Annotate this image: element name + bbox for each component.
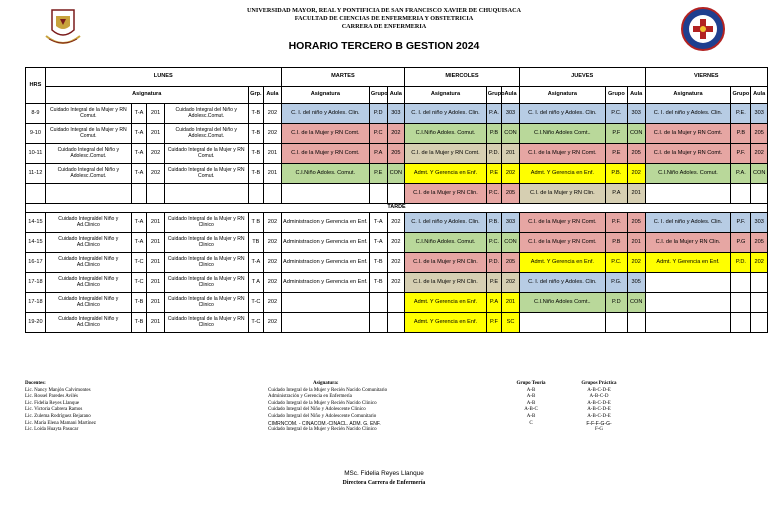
jueves-grupo: P.C. xyxy=(605,253,627,273)
miercoles-asignatura: C.I. de la Mujer y RN Clin. xyxy=(405,253,487,273)
hrs-header: HRS xyxy=(26,68,46,104)
miercoles-aula: 205 xyxy=(502,184,520,204)
lunes-grp-b: T-B xyxy=(248,104,263,124)
miercoles-grupo: P.A. xyxy=(486,104,501,124)
lunes-aula-b: 202 xyxy=(264,313,282,333)
martes-asignatura: C.I.Niño Adoles. Comut. xyxy=(281,164,369,184)
col-header-grp: Grp. xyxy=(248,87,263,104)
col-header-asignatura: Asignatura xyxy=(45,87,248,104)
lunes-aula-b: 201 xyxy=(264,164,282,184)
lunes-aula-b: 202 xyxy=(264,273,282,293)
lunes-grp-a: T-B xyxy=(131,313,146,333)
docente-item: Lic. Loida Huayta Pasucar xyxy=(25,427,79,433)
hrs-cell: 16-17 xyxy=(26,253,46,273)
viernes-aula: 202 xyxy=(751,253,768,273)
miercoles-grupo: P.D. xyxy=(486,253,501,273)
viernes-asignatura xyxy=(645,293,731,313)
grupo-practica-item: A-B-C-D-E xyxy=(587,387,611,393)
docentes-block xyxy=(25,381,245,434)
lunes-aula-b: 202 xyxy=(264,104,282,124)
col-header-grupo: Grupo xyxy=(605,87,627,104)
jueves-grupo: P.F xyxy=(605,124,627,144)
hrs-cell: 8-9 xyxy=(26,104,46,124)
lunes-asignatura-a: Cuidado Integraldel Niño y Ad.Clinico xyxy=(45,313,131,333)
career-name: CARRERA DE ENFERMERIA xyxy=(341,23,427,30)
miercoles-asignatura: C.I.Niño Adoles. Comut. xyxy=(405,124,487,144)
col-header-aula: Aula xyxy=(502,87,520,104)
viernes-aula xyxy=(751,293,768,313)
lunes-asignatura-a: Cuidado Integral de la Mujer y RN Comut. xyxy=(45,104,131,124)
asignatura-item: CIMRNCOM. - CINACOM.-CINACL. ADM. G. ENF. xyxy=(268,420,381,427)
martes-aula xyxy=(387,313,405,333)
lunes-asignatura-a xyxy=(45,184,131,204)
grupos-practica-label: Grupos Práctica xyxy=(581,381,617,386)
day-header-miercoles: MIERCOLES xyxy=(405,68,520,87)
col-header-asignatura: Asignatura xyxy=(645,87,731,104)
col-header-grupo: Grupo xyxy=(731,87,751,104)
miercoles-grupo: P.D. xyxy=(486,144,501,164)
schedule-row xyxy=(26,164,768,184)
asignatura-item: Cuidado Integral de la Mujer y Recién Nacido Clinico xyxy=(268,400,377,406)
jueves-asignatura: C.I.Niño Adoles Comt.. xyxy=(519,124,605,144)
hrs-cell xyxy=(26,184,46,204)
lunes-grp-b: T B xyxy=(248,213,263,233)
lunes-asignatura-a: Cuidado Integral del Niño y Adolesc.Comut. xyxy=(45,164,131,184)
miercoles-grupo: P.C. xyxy=(486,184,501,204)
miercoles-asignatura: C. I. del niño y Adoles. Clin. xyxy=(405,213,487,233)
viernes-asignatura: C. I. del niño y Adoles. Clin. xyxy=(645,104,731,124)
lunes-asignatura-a: Cuidado Integral del Niño y Adolesc.Comut. xyxy=(45,144,131,164)
miercoles-aula: CON xyxy=(502,233,520,253)
lunes-asignatura-b: Cuidado Integral de la Mujer y RN Clinico xyxy=(164,313,248,333)
tarde-label: TARDE xyxy=(26,204,768,213)
grupo-practica-item: A-B-C-D-E xyxy=(587,407,611,413)
lunes-aula-a: 201 xyxy=(147,313,165,333)
lunes-grp-b: T A xyxy=(248,273,263,293)
schedule-row xyxy=(26,253,768,273)
jueves-aula: 202 xyxy=(627,253,645,273)
miercoles-aula: 201 xyxy=(502,293,520,313)
viernes-asignatura xyxy=(645,273,731,293)
lunes-aula-a: 201 xyxy=(147,104,165,124)
miercoles-aula: CON xyxy=(502,124,520,144)
martes-aula: 202 xyxy=(387,273,405,293)
asignatura-item: Cuidado Integral de la Mujer y Recién Nacido Clinico xyxy=(268,427,377,433)
martes-asignatura xyxy=(281,293,369,313)
jueves-aula: 305 xyxy=(627,273,645,293)
lunes-aula-a: 201 xyxy=(147,233,165,253)
lunes-asignatura-b: Cuidado Integral de la Mujer y RN Clinico xyxy=(164,293,248,313)
lunes-aula-a: 201 xyxy=(147,253,165,273)
martes-grupo: P.C xyxy=(369,124,387,144)
miercoles-asignatura: C. I. del niño y Adoles. Clin. xyxy=(405,104,487,124)
lunes-grp-b: TB xyxy=(248,233,263,253)
jueves-asignatura: C. I. del niño y Adoles. Clin. xyxy=(519,273,605,293)
jueves-aula xyxy=(627,313,645,333)
jueves-aula: 201 xyxy=(627,184,645,204)
docente-item: Lic. María Elena Mamani Martínez xyxy=(25,420,96,426)
grupo-practica-item: A-B-C-D-E xyxy=(587,413,611,419)
viernes-aula: 205 xyxy=(751,124,768,144)
grupo-teoria-item: A-B xyxy=(526,413,536,419)
grupo-teoria-item: C xyxy=(529,420,533,426)
viernes-grupo: P.E. xyxy=(731,104,751,124)
lunes-grp-b: T-C xyxy=(248,313,263,333)
asignatura-item: Cuidado Integral del Niño y Adolescente Clinico xyxy=(268,407,366,413)
martes-grupo: T-B xyxy=(369,273,387,293)
martes-asignatura: C. I. del niño y Adoles. Clin. xyxy=(281,104,369,124)
lunes-asignatura-b: Cuidado Integral de la Mujer y RN Clinico xyxy=(164,253,248,273)
miercoles-asignatura: Admt. Y Gerencia en Enf. xyxy=(405,164,487,184)
schedule-row xyxy=(26,104,768,124)
lunes-aula-b xyxy=(264,184,282,204)
miercoles-grupo: P.A xyxy=(486,293,501,313)
lunes-aula-a: 201 xyxy=(147,293,165,313)
martes-asignatura xyxy=(281,184,369,204)
jueves-asignatura: Admt. Y Gerencia en Enf. xyxy=(519,253,605,273)
miercoles-grupo: P.E xyxy=(486,164,501,184)
lunes-asignatura-a: Cuidado Integral de la Mujer y RN Comut. xyxy=(45,124,131,144)
jueves-asignatura: C.I. de la Mujer y RN Clin. xyxy=(519,184,605,204)
miercoles-asignatura: C.I. de la Mujer y RN Clin. xyxy=(405,273,487,293)
col-header-aula: Aula xyxy=(751,87,768,104)
col-header-aula: Aula xyxy=(627,87,645,104)
day-header-lunes: LUNES xyxy=(45,68,281,87)
schedule-row xyxy=(26,233,768,253)
lunes-aula-b: 202 xyxy=(264,233,282,253)
signature-role: Directora Carrera de Enfermería xyxy=(342,480,426,486)
lunes-grp-a: T-A xyxy=(131,164,146,184)
lunes-asignatura-a: Cuidado Integraldel Niño y Ad.Clinico xyxy=(45,273,131,293)
jueves-grupo: P.B. xyxy=(605,164,627,184)
martes-grupo: T-A xyxy=(369,233,387,253)
jueves-grupo: P.F. xyxy=(605,213,627,233)
lunes-asignatura-b: Cuidado Integral del Niño y Adolesc.Comut. xyxy=(164,104,248,124)
lunes-asignatura-b: Cuidado Integral de la Mujer y RN Clinico xyxy=(164,213,248,233)
miercoles-grupo: P.E xyxy=(486,273,501,293)
schedule-title: HORARIO TERCERO B GESTION 2024 xyxy=(288,40,480,52)
miercoles-asignatura: C.I. de la Mujer y RN Clin. xyxy=(405,184,487,204)
signature-name: MSc. Fidelia Reyes Llanque xyxy=(344,470,424,477)
martes-grupo xyxy=(369,184,387,204)
viernes-grupo: P.D. xyxy=(731,253,751,273)
lunes-asignatura-a: Cuidado Integraldel Niño y Ad.Clinico xyxy=(45,253,131,273)
viernes-asignatura: C.I.Niño Adoles. Comut. xyxy=(645,164,731,184)
hrs-cell: 14-15 xyxy=(26,233,46,253)
lunes-aula-a: 201 xyxy=(147,213,165,233)
lunes-grp-b: T-B xyxy=(248,124,263,144)
lunes-aula-a xyxy=(147,184,165,204)
grupos-practica-block xyxy=(568,381,630,434)
viernes-aula xyxy=(751,184,768,204)
viernes-grupo xyxy=(731,184,751,204)
lunes-asignatura-b: Cuidado Integral de la Mujer y RN Comut. xyxy=(164,144,248,164)
hrs-cell: 19-20 xyxy=(26,313,46,333)
martes-aula: 202 xyxy=(387,253,405,273)
col-header-asignatura: Asignatura xyxy=(281,87,369,104)
schedule-row xyxy=(26,144,768,164)
lunes-asignatura-b: Cuidado Integral de la Mujer y RN Clinico xyxy=(164,233,248,253)
martes-grupo xyxy=(369,293,387,313)
martes-asignatura: Administracion y Gerencia en Enf. xyxy=(281,213,369,233)
lunes-grp-a xyxy=(131,184,146,204)
asignatura-footer-label: Asignatura: xyxy=(313,381,339,386)
miercoles-grupo: P.F xyxy=(486,313,501,333)
martes-aula: 202 xyxy=(387,213,405,233)
hrs-cell: 17-18 xyxy=(26,293,46,313)
miercoles-aula: 303 xyxy=(502,213,520,233)
viernes-aula: 303 xyxy=(751,104,768,124)
martes-grupo: P.D xyxy=(369,104,387,124)
lunes-grp-a: T-A xyxy=(131,233,146,253)
miercoles-aula: 205 xyxy=(502,253,520,273)
viernes-asignatura: C. I. del niño y Adoles. Clin. xyxy=(645,213,731,233)
col-header-grupo: Grupo xyxy=(486,87,501,104)
jueves-asignatura xyxy=(519,313,605,333)
viernes-grupo: P.F. xyxy=(731,213,751,233)
col-header-aula: Aula xyxy=(387,87,405,104)
schedule-row xyxy=(26,293,768,313)
schedule-row xyxy=(26,273,768,293)
martes-asignatura xyxy=(281,313,369,333)
viernes-grupo: P.A. xyxy=(731,164,751,184)
martes-aula: 303 xyxy=(387,104,405,124)
jueves-asignatura: C.I. de la Mujer y RN Comt. xyxy=(519,144,605,164)
schedule-table xyxy=(25,67,768,333)
grupo-teoria-item: A-B-C xyxy=(524,407,538,413)
day-header-jueves: JUEVES xyxy=(519,68,645,87)
miercoles-grupo: P.B xyxy=(486,124,501,144)
lunes-asignatura-a: Cuidado Integraldel Niño y Ad.Clinico xyxy=(45,233,131,253)
faculty-name: FACULTAD DE CIENCIAS DE ENFERMERIA Y OBSTETRICIA xyxy=(294,15,474,22)
grupo-teoria-item: A-B xyxy=(526,387,536,393)
jueves-grupo: P.D xyxy=(605,293,627,313)
martes-grupo: T-A xyxy=(369,213,387,233)
viernes-aula: 303 xyxy=(751,213,768,233)
martes-asignatura: C.I. de la Mujer y RN Comt. xyxy=(281,124,369,144)
lunes-grp-a: T-A xyxy=(131,104,146,124)
viernes-grupo: P.G xyxy=(731,233,751,253)
docente-item: Lic. Nancy Manjón Calvimontes xyxy=(25,387,91,393)
docente-item: Lic. Fidelia Reyes Llanque xyxy=(25,400,80,406)
day-header-viernes: VIERNES xyxy=(645,68,768,87)
viernes-grupo xyxy=(731,293,751,313)
miercoles-aula: 303 xyxy=(502,104,520,124)
lunes-asignatura-b xyxy=(164,184,248,204)
lunes-grp-a: T-A xyxy=(131,124,146,144)
viernes-asignatura xyxy=(645,313,731,333)
jueves-grupo: P.G. xyxy=(605,273,627,293)
miercoles-aula: 201 xyxy=(502,144,520,164)
lunes-aula-b: 202 xyxy=(264,253,282,273)
lunes-aula-b: 201 xyxy=(264,144,282,164)
martes-aula: 205 xyxy=(387,144,405,164)
grupo-teoria-block xyxy=(500,381,562,427)
jueves-asignatura: C.I. de la Mujer y RN Comt. xyxy=(519,213,605,233)
jueves-aula: 205 xyxy=(627,144,645,164)
martes-aula: 202 xyxy=(387,233,405,253)
lunes-asignatura-b: Cuidado Integral de la Mujer y RN Clinico xyxy=(164,273,248,293)
jueves-aula: 205 xyxy=(627,213,645,233)
col-header-grupo: Grupo xyxy=(369,87,387,104)
lunes-aula-a: 201 xyxy=(147,273,165,293)
miercoles-asignatura: C.I.Niño Adoles. Comut. xyxy=(405,233,487,253)
asignatura-item: Administración y Gerencia en Enfermería xyxy=(268,394,352,400)
schedule-row xyxy=(26,213,768,233)
lunes-asignatura-b: Cuidado Integral del Niño y Adolesc.Comut. xyxy=(164,124,248,144)
schedule-row xyxy=(26,124,768,144)
martes-grupo: P.E xyxy=(369,164,387,184)
viernes-asignatura: C.I. de la Mujer y RN Comt. xyxy=(645,144,731,164)
grupo-teoria-item: A-B xyxy=(526,394,536,400)
schedule-row xyxy=(26,184,768,204)
hrs-cell: 11-12 xyxy=(26,164,46,184)
miercoles-asignatura: C.I. de la Mujer y RN Comt. xyxy=(405,144,487,164)
viernes-grupo xyxy=(731,313,751,333)
col-header-asignatura: Asignatura xyxy=(519,87,605,104)
martes-aula xyxy=(387,293,405,313)
viernes-aula: 205 xyxy=(751,233,768,253)
martes-asignatura: Administracion y Gerencia en Enf. xyxy=(281,253,369,273)
schedule-row xyxy=(26,313,768,333)
grupo-practica-item: F-G xyxy=(594,427,604,433)
lunes-aula-a: 201 xyxy=(147,124,165,144)
jueves-asignatura: C. I. del niño y Adoles. Clin. xyxy=(519,104,605,124)
miercoles-aula: 202 xyxy=(502,273,520,293)
jueves-grupo: P.E xyxy=(605,144,627,164)
day-header-martes: MARTES xyxy=(281,68,404,87)
lunes-grp-a: T-B xyxy=(131,293,146,313)
miercoles-asignatura: Admt. Y Gerencia en Enf. xyxy=(405,313,487,333)
docente-item: Lic. Victoria Cabrera Ramos xyxy=(25,407,83,413)
viernes-aula xyxy=(751,273,768,293)
col-header-aula: Aula xyxy=(264,87,282,104)
lunes-asignatura-a: Cuidado Integraldel Niño y Ad.Clinico xyxy=(45,293,131,313)
viernes-aula: CON xyxy=(751,164,768,184)
col-header-asignatura: Asignatura xyxy=(405,87,487,104)
jueves-aula: CON xyxy=(627,293,645,313)
viernes-aula xyxy=(751,313,768,333)
lunes-grp-a: T-A xyxy=(131,213,146,233)
jueves-aula: 303 xyxy=(627,104,645,124)
lunes-grp-a: T-C xyxy=(131,253,146,273)
hrs-cell: 10-11 xyxy=(26,144,46,164)
lunes-aula-a: 202 xyxy=(147,164,165,184)
viernes-asignatura xyxy=(645,184,731,204)
hrs-cell: 17-18 xyxy=(26,273,46,293)
jueves-aula: 201 xyxy=(627,233,645,253)
miercoles-grupo: P.B. xyxy=(486,213,501,233)
university-name: UNIVERSIDAD MAYOR, REAL Y PONTIFICIA DE SAN FRANCISCO XAVIER DE CHUQUISACA xyxy=(246,7,522,14)
docente-item: Lic. Zulema Rodríguez Bejarano xyxy=(25,413,91,419)
martes-aula xyxy=(387,184,405,204)
jueves-asignatura: C.I.Niño Adoles Comt.. xyxy=(519,293,605,313)
tarde-divider-row xyxy=(26,204,768,213)
lunes-grp-b: T-C xyxy=(248,293,263,313)
martes-asignatura: C.I. de la Mujer y RN Comt. xyxy=(281,144,369,164)
jueves-asignatura: Admt. Y Gerencia en Enf. xyxy=(519,164,605,184)
miercoles-grupo: P.C. xyxy=(486,233,501,253)
lunes-grp-b: T-A xyxy=(248,253,263,273)
jueves-grupo xyxy=(605,313,627,333)
martes-aula: 202 xyxy=(387,124,405,144)
lunes-grp-b: T-B xyxy=(248,144,263,164)
grupo-practica-item: A-B-C-D-E xyxy=(587,400,611,406)
lunes-aula-a: 202 xyxy=(147,144,165,164)
viernes-asignatura: C.I. de la Mujer y RN Clin. xyxy=(645,233,731,253)
lunes-asignatura-b: Cuidado Integral de la Mujer y RN Comut. xyxy=(164,164,248,184)
martes-grupo: T-B xyxy=(369,253,387,273)
jueves-grupo: P.A xyxy=(605,184,627,204)
viernes-aula: 202 xyxy=(751,144,768,164)
martes-grupo: P.A xyxy=(369,144,387,164)
grupo-practica-item: A-B-C-D xyxy=(589,394,609,400)
lunes-aula-b: 202 xyxy=(264,293,282,313)
martes-grupo xyxy=(369,313,387,333)
viernes-asignatura: Admt. Y Gerencia en Enf. xyxy=(645,253,731,273)
lunes-grp-b xyxy=(248,184,263,204)
jueves-aula: CON xyxy=(627,124,645,144)
schedule-body xyxy=(26,104,768,333)
asignatura-item: Cuidado Integral de la Mujer y Recién Nacido Comunitario xyxy=(268,387,388,393)
asignaturas-block xyxy=(268,381,498,434)
hrs-cell: 9-10 xyxy=(26,124,46,144)
grupo-teoria-label: Grupo Teoria xyxy=(516,381,546,386)
lunes-aula-b: 202 xyxy=(264,213,282,233)
jueves-asignatura: C.I. de la Mujer y RN Comt. xyxy=(519,233,605,253)
jueves-aula: 202 xyxy=(627,164,645,184)
viernes-grupo xyxy=(731,273,751,293)
viernes-grupo: P.F. xyxy=(731,144,751,164)
docente-item: Lic. Rossel Paredes Avilés xyxy=(25,394,78,400)
lunes-aula-b: 202 xyxy=(264,124,282,144)
lunes-asignatura-a: Cuidado Integraldel Niño y Ad.Clinico xyxy=(45,213,131,233)
asignatura-item: Cuidado Integral del Niño y Adolescente Comunitario xyxy=(268,413,377,419)
martes-asignatura: Administracion y Gerencia en Enf. xyxy=(281,233,369,253)
miercoles-aula: SC xyxy=(502,313,520,333)
lunes-grp-b: T-B xyxy=(248,164,263,184)
grupo-practica-item: F-F-F-G-G- xyxy=(586,420,612,427)
viernes-grupo: P.B xyxy=(731,124,751,144)
hrs-cell: 14-15 xyxy=(26,213,46,233)
miercoles-asignatura: Admt. Y Gerencia en Enf. xyxy=(405,293,487,313)
martes-asignatura: Administracion y Gerencia en Enf. xyxy=(281,273,369,293)
jueves-grupo: P.C. xyxy=(605,104,627,124)
jueves-grupo: P.B xyxy=(605,233,627,253)
viernes-asignatura: C.I. de la Mujer y RN Comt. xyxy=(645,124,731,144)
grupo-teoria-item: A-B xyxy=(526,400,536,406)
lunes-grp-a: T-A xyxy=(131,144,146,164)
lunes-grp-a: T-C xyxy=(131,273,146,293)
miercoles-aula: 202 xyxy=(502,164,520,184)
docentes-label: Docentes: xyxy=(25,381,46,386)
martes-aula: CON xyxy=(387,164,405,184)
